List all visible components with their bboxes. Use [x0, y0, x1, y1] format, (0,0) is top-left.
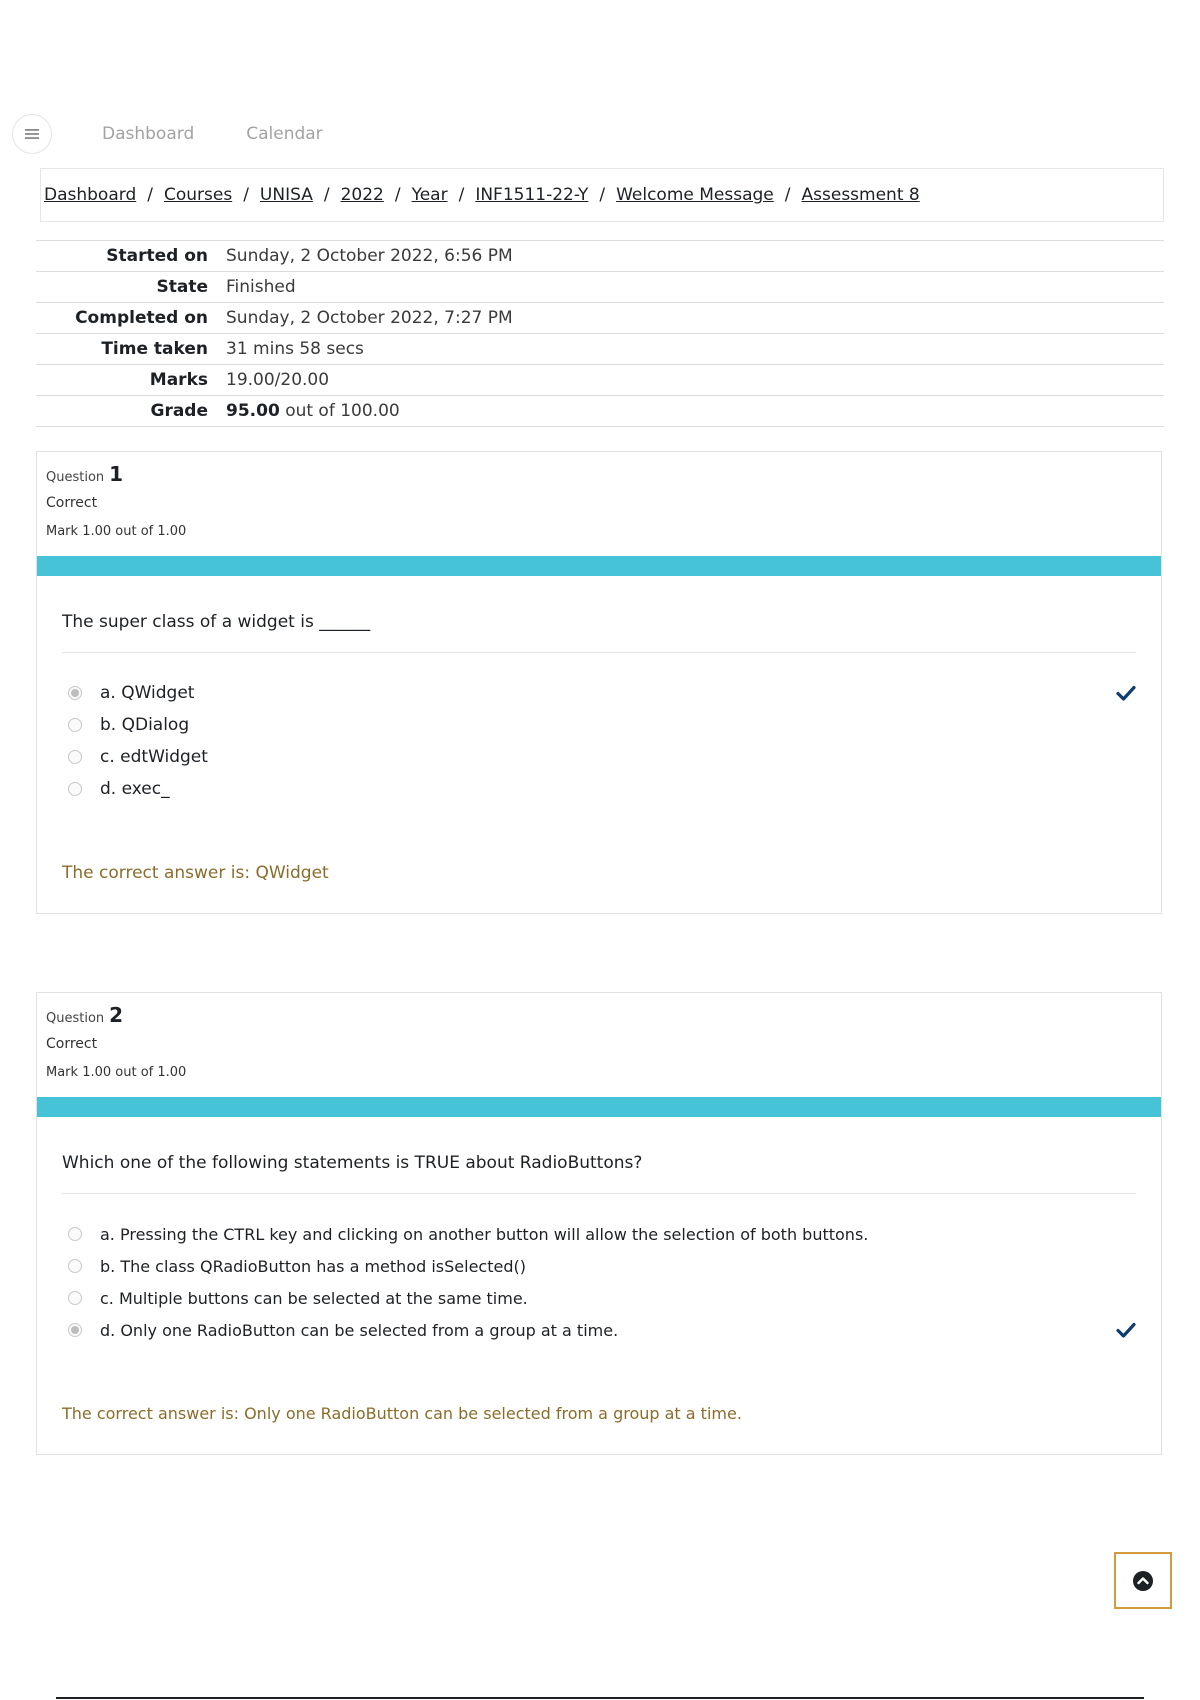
grade-score: 95.00 [226, 401, 280, 421]
radio-button[interactable] [68, 686, 82, 700]
question-number-value: 2 [109, 1003, 124, 1027]
question-number [46, 462, 1161, 486]
radio-button[interactable] [68, 1323, 82, 1337]
grade-out-of: out of 100.00 [285, 401, 400, 421]
answer-option[interactable] [62, 677, 1136, 709]
question-accent-bar [37, 1097, 1161, 1117]
breadcrumb-year[interactable]: Year [411, 185, 448, 205]
nav-link-dashboard[interactable]: Dashboard [102, 124, 195, 144]
summary-label: Grade [36, 396, 226, 427]
summary-label: State [36, 272, 226, 303]
summary-value: Sunday, 2 October 2022, 6:56 PM [226, 241, 1164, 272]
breadcrumb-separator: / [243, 185, 249, 205]
breadcrumb-separator: / [599, 185, 606, 205]
question-label: Question [46, 470, 105, 485]
answer-option[interactable] [62, 773, 1136, 805]
nav-link-calendar[interactable]: Calendar [246, 124, 323, 144]
breadcrumb-course-code[interactable]: INF1511-22-Y [475, 185, 589, 205]
radio-button[interactable] [68, 1227, 82, 1241]
attempt-summary-table [36, 240, 1164, 427]
summary-row-completed [36, 303, 1164, 334]
question-mark: Mark 1.00 out of 1.00 [46, 1065, 187, 1080]
answer-option[interactable] [62, 741, 1136, 773]
summary-value: Sunday, 2 October 2022, 7:27 PM [226, 303, 1164, 334]
answer-option-label: a. Pressing the CTRL key and clicking on another button will allow the selection of both buttons. [100, 1224, 869, 1244]
radio-button[interactable] [68, 750, 82, 764]
radio-button[interactable] [68, 1291, 82, 1305]
back-to-top-button[interactable] [1114, 1552, 1172, 1609]
question-card-1 [36, 451, 1162, 914]
summary-value [226, 396, 1164, 427]
question-accent-bar [37, 556, 1161, 576]
answer-option[interactable] [62, 1250, 1136, 1282]
correct-answer-feedback: The correct answer is: Only one RadioButton can be selected from a group at a time. [62, 1404, 742, 1423]
hamburger-menu-icon [24, 127, 40, 141]
breadcrumb [40, 168, 1164, 222]
question-number-value: 1 [109, 462, 124, 486]
summary-label: Started on [36, 241, 226, 272]
check-mark-icon [1116, 1314, 1136, 1346]
summary-label: Completed on [36, 303, 226, 334]
summary-label: Marks [36, 365, 226, 396]
answer-option-label: b. The class QRadioButton has a method isSelected() [100, 1256, 526, 1276]
breadcrumb-separator: / [784, 185, 791, 205]
breadcrumb-courses[interactable]: Courses [163, 185, 233, 205]
answer-option-label: d. Only one RadioButton can be selected from a group at a time. [100, 1320, 619, 1340]
radio-button[interactable] [68, 1259, 82, 1273]
correct-answer-feedback: The correct answer is: QWidget [62, 863, 329, 883]
answer-option[interactable] [62, 1282, 1136, 1314]
arrow-up-circle-icon [1132, 1570, 1154, 1592]
question-mark: Mark 1.00 out of 1.00 [46, 524, 187, 539]
summary-row-started [36, 241, 1164, 272]
summary-value: Finished [226, 272, 1164, 303]
question-text: The super class of a widget is ______ [62, 612, 1136, 653]
top-navigation [12, 112, 612, 156]
question-info [37, 452, 1161, 556]
question-text: Which one of the following statements is TRUE about RadioButtons? [62, 1153, 1136, 1194]
summary-label: Time taken [36, 334, 226, 365]
answer-option-label: a. QWidget [100, 683, 195, 703]
breadcrumb-separator: / [147, 185, 153, 205]
question-info [37, 993, 1161, 1097]
question-number [46, 1003, 1161, 1027]
breadcrumb-assessment[interactable]: Assessment 8 [801, 185, 920, 205]
answer-options [62, 677, 1136, 805]
answer-option-label: d. exec_ [100, 779, 170, 799]
breadcrumb-separator: / [323, 185, 330, 205]
question-body [37, 612, 1161, 883]
breadcrumb-welcome-message[interactable]: Welcome Message [616, 185, 774, 205]
answer-option[interactable] [62, 709, 1136, 741]
breadcrumb-unisa[interactable]: UNISA [259, 185, 313, 205]
footer-divider [56, 1697, 1144, 1699]
answer-option[interactable] [62, 1218, 1136, 1250]
summary-row-state [36, 272, 1164, 303]
summary-row-marks [36, 365, 1164, 396]
hamburger-menu-button[interactable] [12, 114, 52, 154]
breadcrumb-2022[interactable]: 2022 [340, 185, 384, 205]
answer-option-label: b. QDialog [100, 715, 190, 735]
summary-value: 31 mins 58 secs [226, 334, 1164, 365]
summary-row-grade [36, 396, 1164, 427]
summary-value: 19.00/20.00 [226, 365, 1164, 396]
answer-option-label: c. Multiple buttons can be selected at the same time. [100, 1288, 528, 1308]
question-state: Correct [46, 495, 98, 511]
breadcrumb-separator: / [394, 185, 401, 205]
answer-options [62, 1218, 1136, 1346]
radio-button[interactable] [68, 718, 82, 732]
question-label: Question [46, 1011, 105, 1026]
question-state: Correct [46, 1036, 98, 1052]
question-body [37, 1153, 1161, 1423]
breadcrumb-dashboard[interactable]: Dashboard [44, 185, 137, 205]
summary-row-time-taken [36, 334, 1164, 365]
radio-button[interactable] [68, 782, 82, 796]
check-mark-icon [1116, 677, 1136, 709]
answer-option-label: c. edtWidget [100, 747, 208, 767]
breadcrumb-separator: / [458, 185, 465, 205]
question-card-2 [36, 992, 1162, 1455]
answer-option[interactable] [62, 1314, 1136, 1346]
